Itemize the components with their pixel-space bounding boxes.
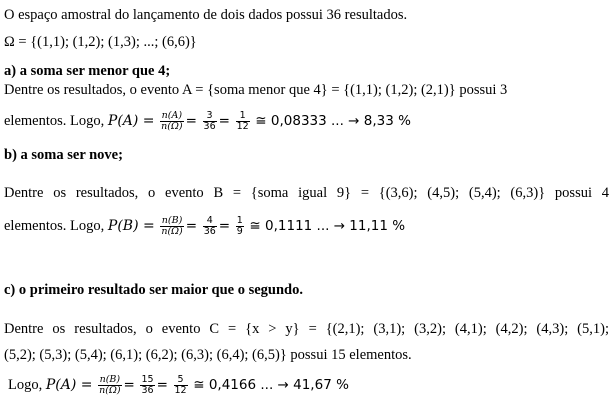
a-probability-line: elementos. Logo, P(A) = $\frac{n(A)}{n(\Omega)}$ = $\frac{3}{36}$ = $\frac{1}{12}$ ≅ 0,08333 ... → 8,33 %	[4, 110, 411, 133]
sample-space-line: Ω = {(1,1); (1,2); (1,3); ...; (6,6)}	[4, 34, 197, 50]
a-fraction-2: $\frac{3}{36}$	[203, 110, 216, 133]
a-event-line: Dentre os resultados, o evento A = {soma menor que 4} = {(1,1); (1,2); (2,1)} possui 3	[4, 82, 508, 98]
c-fraction-1: $\frac{n(B)}{n(\Omega)}$	[99, 374, 121, 397]
b-probability-line: elementos. Logo, P(B) = $\frac{n(B)}{n(\Omega)}$ = $\frac{4}{36}$ = $\frac{1}{9}$ ≅ 0,1111 ... → 11,11 %	[4, 215, 406, 238]
a-lhs: P(A) =	[107, 113, 155, 129]
c-result: ≅ 0,4166 ... → 41,67 %	[193, 377, 349, 393]
b-fraction-1: $\frac{n(B)}{n(\Omega)}$	[161, 215, 183, 238]
a-result: ≅ 0,08333 ... → 8,33 %	[255, 113, 411, 129]
a-fraction-1: $\frac{n(A)}{n(\Omega)}$	[161, 110, 183, 133]
heading-a: a) a soma ser menor que 4;	[4, 63, 171, 79]
b-fraction-2: $\frac{4}{36}$	[203, 215, 216, 238]
b-prefix: elementos. Logo,	[4, 218, 108, 234]
c-event-line-2: (5,2); (5,3); (5,4); (6,1); (6,2); (6,3); (6,4); (6,5)} possui 15 elementos.	[4, 347, 412, 363]
c-probability-line: Logo, P(A) = $\frac{n(B)}{n(\Omega)}$ = $\frac{15}{36}$ = $\frac{5}{12}$ ≅ 0,4166 ... → 41,67 %	[8, 374, 349, 397]
c-lhs: P(A) =	[45, 377, 93, 393]
b-fraction-3: $\frac{1}{9}$	[236, 215, 243, 238]
heading-c: c) o primeiro resultado ser maior que o segundo.	[4, 282, 303, 298]
c-prefix: Logo,	[8, 377, 46, 393]
b-lhs: P(B) =	[107, 218, 155, 234]
a-fraction-3: $\frac{1}{12}$	[236, 110, 249, 133]
intro-text: O espaço amostral do lançamento de dois dados possui 36 resultados.	[4, 7, 408, 23]
heading-b: b) a soma ser nove;	[4, 147, 123, 163]
c-fraction-3: $\frac{5}{12}$	[174, 374, 187, 397]
c-event-line-1: Dentre os resultados, o evento C = {x > y} = {(2,1); (3,1); (3,2); (4,1); (4,2); (4,3); (5,1);	[4, 321, 609, 337]
b-result: ≅ 0,1111 ... → 11,11 %	[249, 218, 406, 234]
c-fraction-2: $\frac{15}{36}$	[141, 374, 154, 397]
b-event-line: Dentre os resultados, o evento B = {soma igual 9} = {(3,6); (4,5); (5,4); (6,3)} possui 4	[4, 185, 609, 201]
a-prefix: elementos. Logo,	[4, 113, 108, 129]
